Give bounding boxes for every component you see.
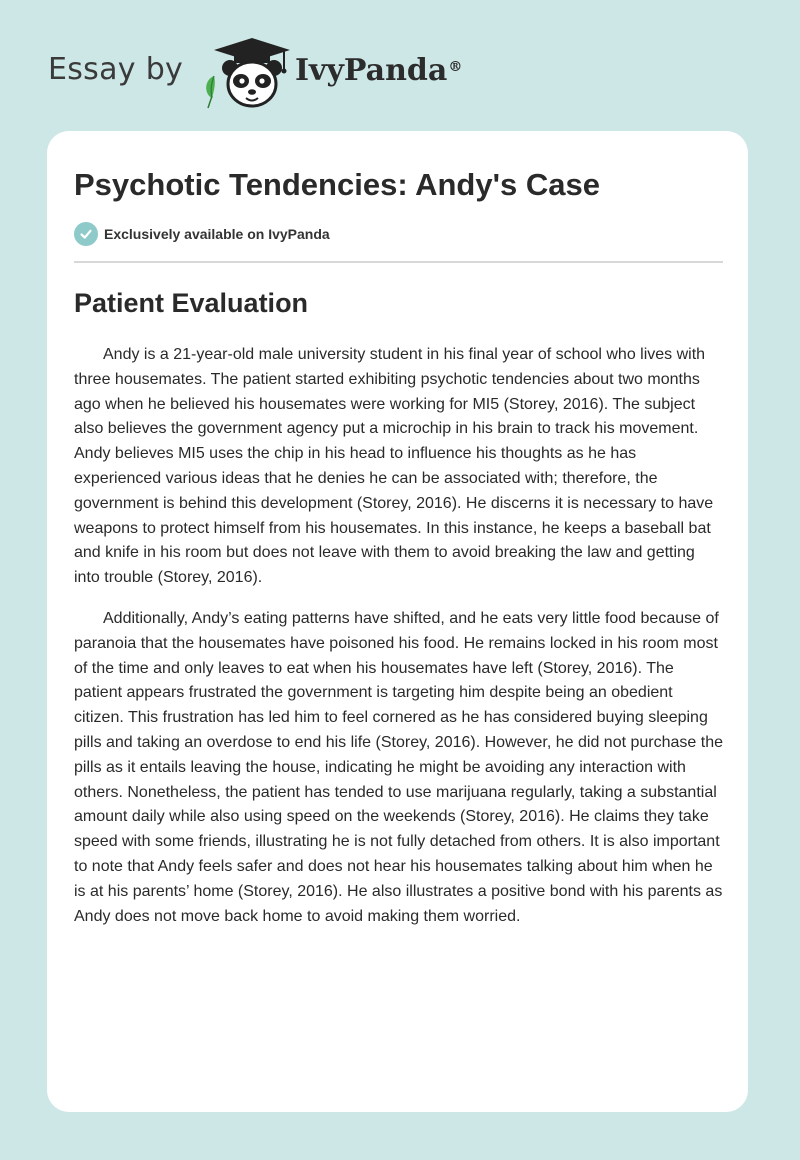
paragraph: Additionally, Andy’s eating patterns have shifted, and he eats very little food because of paranoia that the housemates have poisoned his food. He remains locked in his room most of the time and only leaves to eat when his housemates have left (Storey, 2016). The patient appears frustrated the government is targeting him despite being an obedient citizen. This frustration has led him to feel cornered as he has considered buying sleeping pills and taking an overdose to end his life (Storey, 2016). However, he did not purchase the pills as it entails leaving the house, indicating he might be avoiding any interaction with others. Nonetheless, the patient has tended to use marijuana regularly, taking a substantial amount daily while also using speed on the weekends (Storey, 2016). He claims they take speed with some friends, illustrating he is not fully detached from others. It is also important to note that Andy feels safer and does not hear his housemates talking about him when he is at his parents’ home (Storey, 2016). He also illustrates a positive bond with his parents as Andy does not move back home to avoid making them worried. xyxy=(74,609,723,925)
essay-by-text: Essay by xyxy=(48,52,184,87)
registered-mark: ® xyxy=(448,59,463,75)
brand-name[interactable] xyxy=(295,51,462,91)
divider xyxy=(74,261,723,263)
article-card xyxy=(47,131,748,1112)
paragraph: Andy is a 21-year-old male university student in his final year of school who lives with three housemates. The patient started exhibiting psychotic tendencies about two months ago when he believed his housemates were working for MI5 (Storey, 2016). The subject also believes the government agency put a microchip in his brain to track his movement. Andy believes MI5 uses the chip in his head to influence his thoughts as he has experienced various ideas that he denies he can be associated with; therefore, the government is behind this development (Storey, 2016). He discerns it is necessary to have weapons to protect himself from his housemates. In this instance, he keeps a baseball bat and knife in his room but does not leave with them to avoid breaking the law and getting into trouble (Storey, 2016). xyxy=(74,346,714,587)
site-header xyxy=(0,0,800,130)
brand-text: IvyPanda xyxy=(295,53,448,88)
panda-graduate-icon[interactable] xyxy=(200,36,292,110)
check-circle-icon xyxy=(74,222,98,246)
page-title: Psychotic Tendencies: Andy's Case xyxy=(74,167,600,202)
section-heading: Patient Evaluation xyxy=(74,288,309,318)
article-body xyxy=(74,343,723,945)
exclusive-badge xyxy=(74,222,330,246)
badge-text: Exclusively available on IvyPanda xyxy=(104,226,330,242)
